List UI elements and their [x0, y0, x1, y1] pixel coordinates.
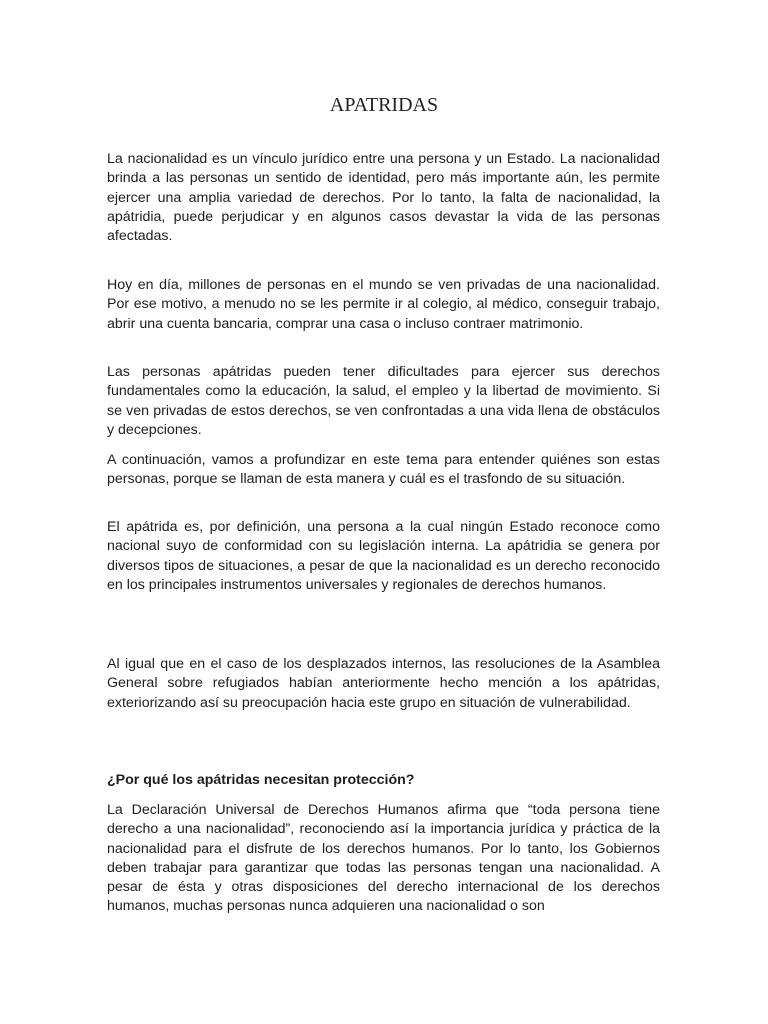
paragraph-nationality-definition: La nacionalidad es un vínculo jurídico entre una persona y un Estado. La nacionalidad brinda a las personas un sentido de identidad, pero más importante aún, les permite ejercer una amplia variedad de derechos. Por lo tanto, la falta de nacionalidad, la apátridia, puede perjudicar y en algunos casos devastar la vida de las personas afectadas. — [107, 151, 660, 245]
paragraph-continuation: A continuación, vamos a profundizar en este tema para entender quiénes son estas personas, porque se llaman de esta manera y cuál es el trasfondo de su situación. — [107, 452, 660, 488]
paragraph-fundamental-rights: Las personas apátridas pueden tener dificultades para ejercer sus derechos fundamentales como la educación, la salud, el empleo y la libertad de movimiento. Si se ven privadas de estos derechos, se ven confrontadas a una vida llena de obstáculos y decepciones. — [107, 364, 660, 438]
paragraph-general-assembly: Al igual que en el caso de los desplazados internos, las resoluciones de la Asamblea General sobre refugiados habían anteriormente hecho mención a los apátridas, exteriorizando así su preocupación hacia este grupo en situación de vulnerabilidad. — [107, 656, 660, 711]
paragraph-millions-deprived: Hoy en día, millones de personas en el mundo se ven privadas de una nacionalidad. Por ese motivo, a menudo no se les permite ir al colegio, al médico, conseguir trabajo, abrir una cuenta bancaria, comprar una casa o incluso contraer matrimonio. — [107, 277, 660, 332]
paragraph-universal-declaration: La Declaración Universal de Derechos Humanos afirma que “toda persona tiene derecho a una nacionalidad”, reconociendo así la importancia jurídica y práctica de la nacionalidad para el disfrute de los derechos humanos. Por lo tanto, los Gobiernos deben trabajar para garantizar que todas las personas tengan una nacionalidad. A pesar de ésta y otras disposiciones del derecho internacional de los derechos humanos, muchas personas nunca adquieren una nacionalidad o son — [107, 802, 660, 915]
document-title: APATRIDAS — [329, 94, 439, 116]
section-heading: ¿Por qué los apátridas necesitan protección? — [107, 772, 415, 788]
paragraph-apatrida-definition: El apátrida es, por definición, una persona a la cual ningún Estado reconoce como nacional suyo de conformidad con su legislación interna. La apátridia se genera por diversos tipos de situaciones, a pesar de que la nacionalidad es un derecho reconocido en los principales instrumentos universales y regionales de derechos humanos. — [107, 519, 660, 593]
